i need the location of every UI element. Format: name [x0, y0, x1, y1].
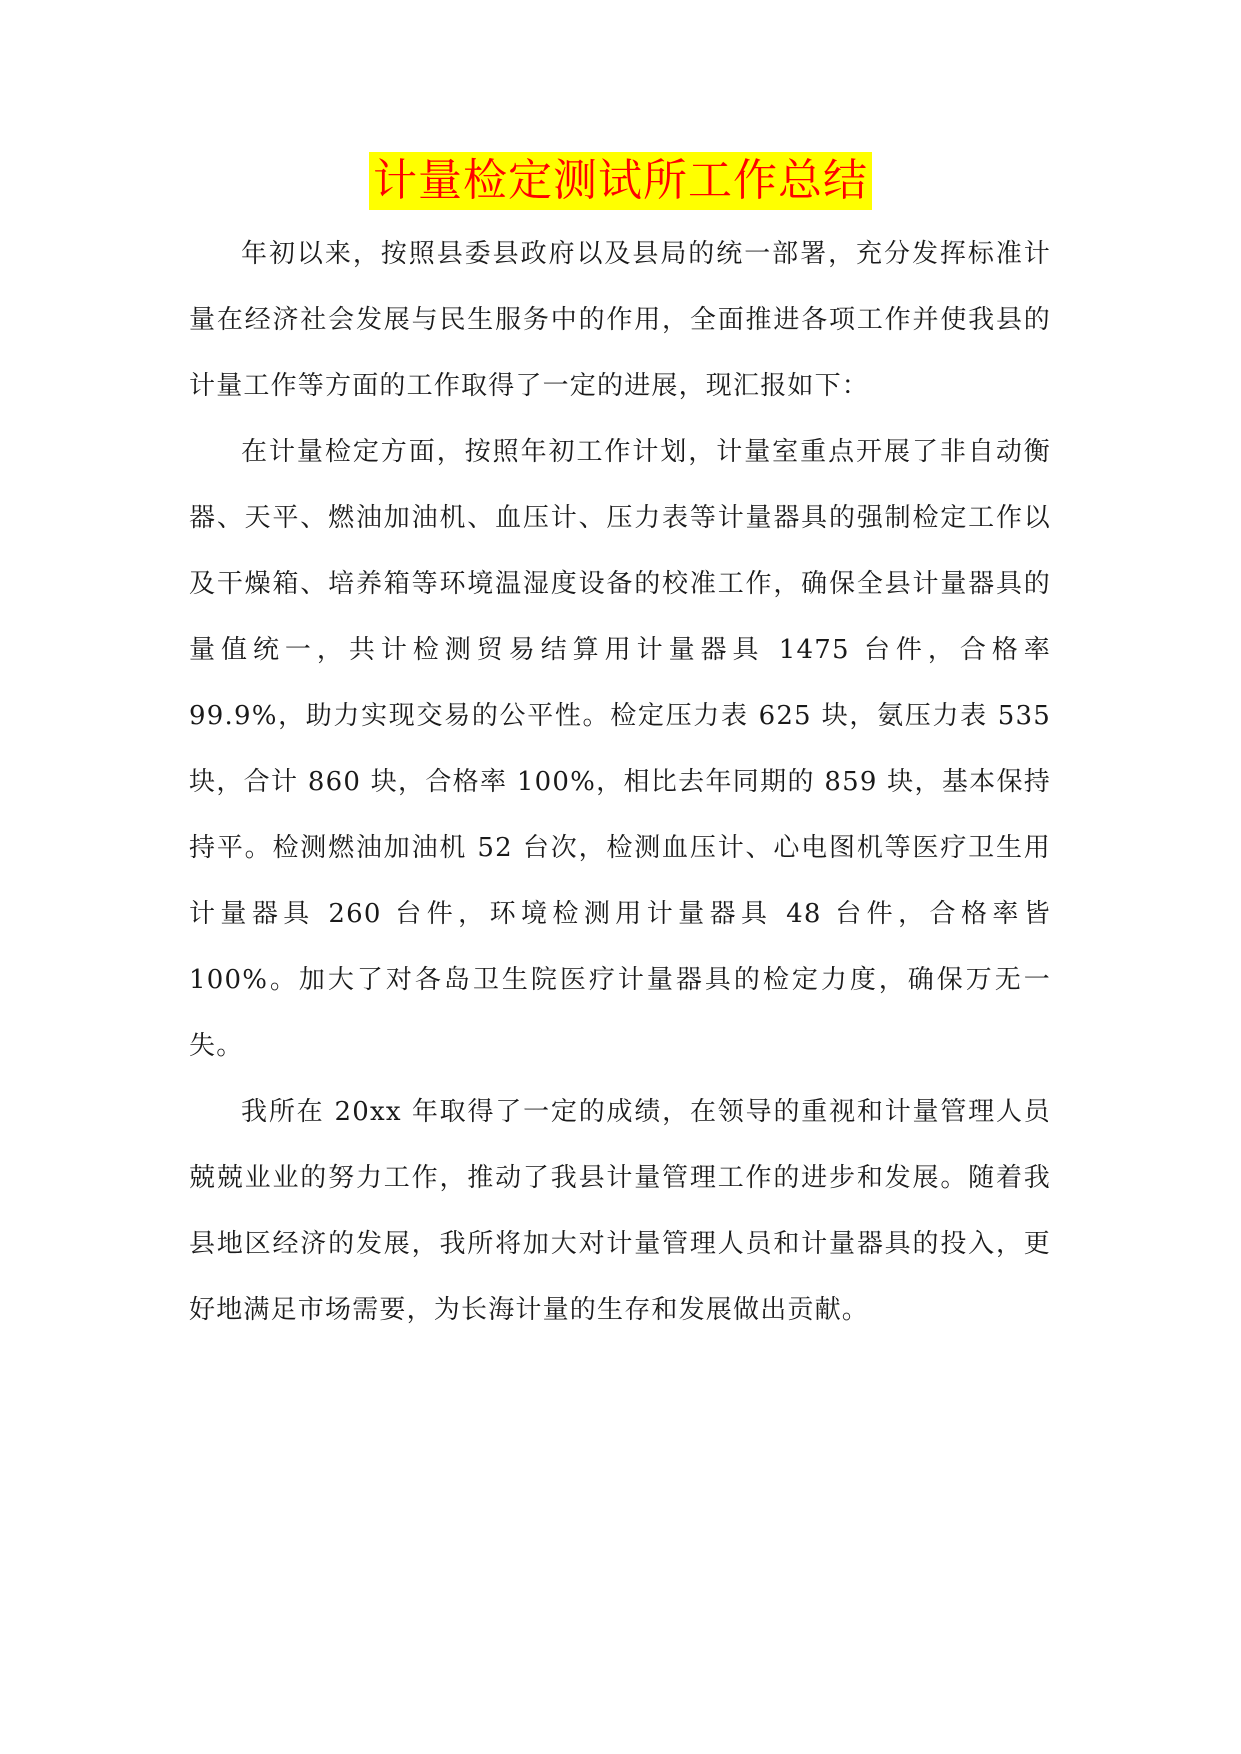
document-body	[189, 221, 1051, 1343]
document-title: 计量检定测试所工作总结	[369, 152, 872, 210]
paragraph-conclusion: 我所在 20xx 年取得了一定的成绩，在领导的重视和计量管理人员兢兢业业的努力工作，推动了我县计量管理工作的进步和发展。随着我县地区经济的发展，我所将加大对计量管理人员和计量器具的投入，更好地满足市场需要，为长海计量的生存和发展做出贡献。	[189, 1097, 1051, 1325]
title-container	[0, 152, 1241, 210]
paragraph-verification: 在计量检定方面，按照年初工作计划，计量室重点开展了非自动衡器、天平、燃油加油机、血压计、压力表等计量器具的强制检定工作以及干燥箱、培养箱等环境温湿度设备的校准工作，确保全县计量器具的量值统一，共计检测贸易结算用计量器具 1475 台件，合格率 99.9%，助力实现交易的公平性。检定压力表 625 块，氨压力表 535 块，合计 860 块，合格率 100%，相比去年同期的 859 块，基本保持持平。检测燃油加油机 52 台次，检测血压计、心电图机等医疗卫生用计量器具 260 台件，环境检测用计量器具 48 台件，合格率皆 100%。加大了对各岛卫生院医疗计量器具的检定力度，确保万无一失。	[189, 437, 1051, 1061]
paragraph-intro: 年初以来，按照县委县政府以及县局的统一部署，充分发挥标准计量在经济社会发展与民生服务中的作用，全面推进各项工作并使我县的计量工作等方面的工作取得了一定的进展，现汇报如下：	[189, 239, 1051, 401]
